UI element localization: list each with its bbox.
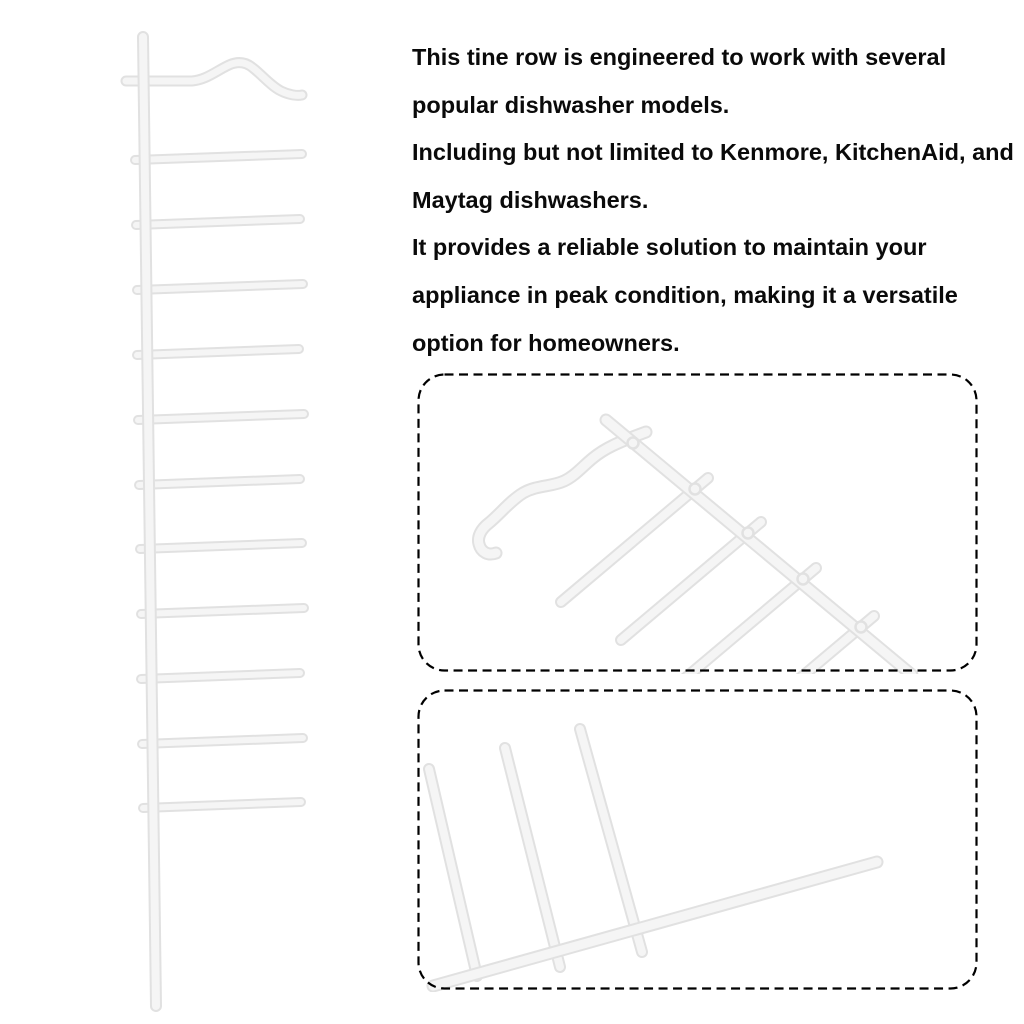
description-paragraph-benefit: It provides a reliable solution to maintain your appliance in peak condition, making it a versatile option for homeowners. xyxy=(412,234,958,356)
detail-box-bottom-closeup xyxy=(416,688,980,992)
description-paragraph-compatibility: This tine row is engineered to work with several popular dishwasher models. xyxy=(412,44,947,118)
closeup-top-rod xyxy=(606,420,912,674)
closeup-bottom-rod xyxy=(433,862,877,986)
description-paragraph-brands: Including but not limited to Kenmore, KitchenAid, and Maytag dishwashers. xyxy=(412,139,1014,213)
closeup-wavy-hook xyxy=(478,432,646,554)
detail-box-top-closeup xyxy=(416,372,980,674)
tine-row-top-closeup-photo xyxy=(416,372,980,674)
detail-dashed-border-top xyxy=(419,375,977,671)
tine-row-straight-tines xyxy=(135,154,304,808)
detail-dashed-border-bottom xyxy=(419,691,977,989)
product-description xyxy=(412,34,1016,367)
tine-row-bottom-closeup-photo xyxy=(416,688,980,992)
tine-row-vertical-rod xyxy=(143,37,156,1006)
tine-row-wavy-top-tine xyxy=(126,63,302,96)
